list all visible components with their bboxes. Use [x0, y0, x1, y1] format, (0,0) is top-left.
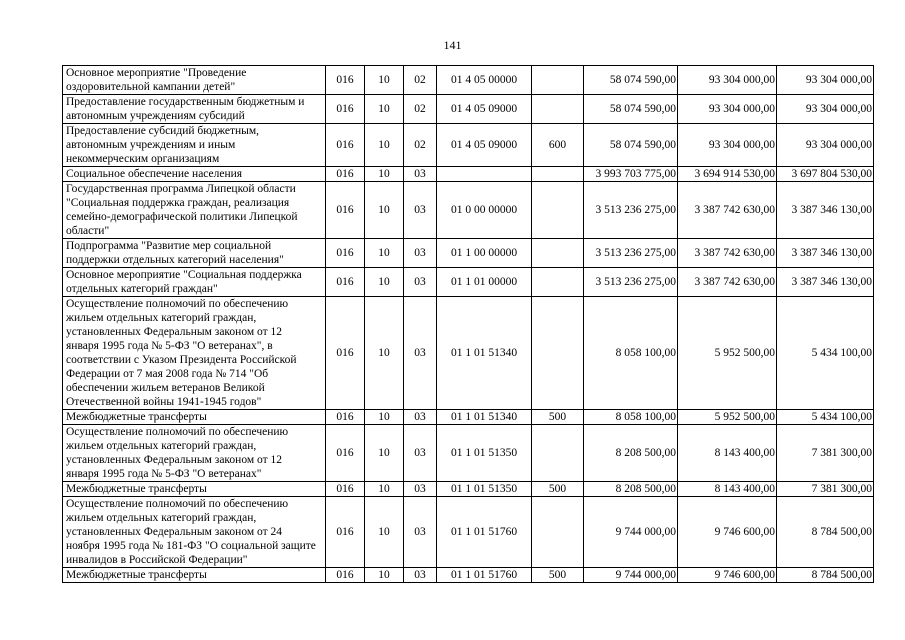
ministry-code-cell: 016 — [326, 95, 365, 124]
row-name-cell: Государственная программа Липецкой области "Социальная поддержка граждан, реализация семейно-демографической политики Липецкой области" — [63, 182, 326, 239]
ministry-code-cell: 016 — [326, 124, 365, 167]
amount-2-cell: 93 304 000,00 — [678, 124, 777, 167]
ministry-code-cell: 016 — [326, 568, 365, 583]
section-code-cell: 10 — [365, 66, 404, 95]
expense-type-cell: 500 — [532, 482, 584, 497]
row-name-cell: Подпрограмма "Развитие мер социальной поддержки отдельных категорий населения" — [63, 239, 326, 268]
amount-3-cell: 5 434 100,00 — [777, 297, 874, 410]
subsection-code-cell: 02 — [404, 66, 437, 95]
amount-2-cell: 93 304 000,00 — [678, 66, 777, 95]
ministry-code-cell: 016 — [326, 410, 365, 425]
row-name-cell: Основное мероприятие "Социальная поддержка отдельных категорий граждан" — [63, 268, 326, 297]
expense-type-cell: 600 — [532, 124, 584, 167]
table-row — [63, 167, 874, 182]
amount-2-cell: 3 694 914 530,00 — [678, 167, 777, 182]
target-article-cell: 01 1 01 51350 — [437, 425, 532, 482]
section-code-cell: 10 — [365, 568, 404, 583]
row-name-cell: Межбюджетные трансферты — [63, 568, 326, 583]
section-code-cell: 10 — [365, 410, 404, 425]
subsection-code-cell: 03 — [404, 425, 437, 482]
amount-1-cell: 8 058 100,00 — [584, 297, 678, 410]
table-row — [63, 239, 874, 268]
subsection-code-cell: 03 — [404, 568, 437, 583]
section-code-cell: 10 — [365, 497, 404, 568]
row-name-cell: Осуществление полномочий по обеспечению жильем отдельных категорий граждан, установленных Федеральным законом от 12 января 1995 года № 5-ФЗ "О ветеранах" — [63, 425, 326, 482]
subsection-code-cell: 02 — [404, 95, 437, 124]
amount-1-cell: 9 744 000,00 — [584, 497, 678, 568]
amount-2-cell: 9 746 600,00 — [678, 497, 777, 568]
amount-3-cell: 8 784 500,00 — [777, 497, 874, 568]
row-name-cell: Осуществление полномочий по обеспечению жильем отдельных категорий граждан, установленных Федеральным законом от 12 января 1995 года № 5-ФЗ "О ветеранах", в соответствии с Указом Президента Российской Федерации от 7 мая 2008 года № 714 "Об обеспечении жильем ветеранов Великой Отечественной войны 1941-1945 годов" — [63, 297, 326, 410]
expense-type-cell — [532, 297, 584, 410]
amount-1-cell: 58 074 590,00 — [584, 66, 678, 95]
target-article-cell: 01 1 01 51340 — [437, 297, 532, 410]
subsection-code-cell: 03 — [404, 268, 437, 297]
expense-type-cell: 500 — [532, 410, 584, 425]
target-article-cell: 01 4 05 00000 — [437, 66, 532, 95]
ministry-code-cell: 016 — [326, 482, 365, 497]
ministry-code-cell: 016 — [326, 497, 365, 568]
expense-type-cell — [532, 95, 584, 124]
amount-2-cell: 3 387 742 630,00 — [678, 268, 777, 297]
amount-1-cell: 3 513 236 275,00 — [584, 268, 678, 297]
section-code-cell: 10 — [365, 239, 404, 268]
subsection-code-cell: 03 — [404, 167, 437, 182]
table-row — [63, 124, 874, 167]
target-article-cell: 01 1 00 00000 — [437, 239, 532, 268]
section-code-cell: 10 — [365, 482, 404, 497]
subsection-code-cell: 03 — [404, 497, 437, 568]
expense-type-cell: 500 — [532, 568, 584, 583]
amount-3-cell: 7 381 300,00 — [777, 482, 874, 497]
amount-1-cell: 3 513 236 275,00 — [584, 239, 678, 268]
amount-2-cell: 5 952 500,00 — [678, 297, 777, 410]
amount-1-cell: 58 074 590,00 — [584, 95, 678, 124]
ministry-code-cell: 016 — [326, 239, 365, 268]
target-article-cell: 01 1 01 51760 — [437, 568, 532, 583]
ministry-code-cell: 016 — [326, 268, 365, 297]
subsection-code-cell: 03 — [404, 482, 437, 497]
expense-type-cell — [532, 425, 584, 482]
amount-1-cell: 3 993 703 775,00 — [584, 167, 678, 182]
target-article-cell: 01 1 01 51340 — [437, 410, 532, 425]
target-article-cell: 01 1 01 51350 — [437, 482, 532, 497]
amount-3-cell: 3 387 346 130,00 — [777, 239, 874, 268]
target-article-cell: 01 1 01 51760 — [437, 497, 532, 568]
table-row — [63, 497, 874, 568]
section-code-cell: 10 — [365, 425, 404, 482]
subsection-code-cell: 03 — [404, 182, 437, 239]
subsection-code-cell: 03 — [404, 239, 437, 268]
row-name-cell: Межбюджетные трансферты — [63, 482, 326, 497]
row-name-cell: Межбюджетные трансферты — [63, 410, 326, 425]
subsection-code-cell: 02 — [404, 124, 437, 167]
amount-2-cell: 8 143 400,00 — [678, 425, 777, 482]
budget-table-body — [63, 66, 874, 583]
section-code-cell: 10 — [365, 268, 404, 297]
amount-1-cell: 9 744 000,00 — [584, 568, 678, 583]
ministry-code-cell: 016 — [326, 297, 365, 410]
amount-1-cell: 8 208 500,00 — [584, 425, 678, 482]
amount-3-cell: 8 784 500,00 — [777, 568, 874, 583]
amount-1-cell: 58 074 590,00 — [584, 124, 678, 167]
target-article-cell: 01 0 00 00000 — [437, 182, 532, 239]
table-row — [63, 182, 874, 239]
expense-type-cell — [532, 66, 584, 95]
expense-type-cell — [532, 497, 584, 568]
subsection-code-cell: 03 — [404, 297, 437, 410]
budget-table — [62, 65, 874, 583]
table-row — [63, 297, 874, 410]
section-code-cell: 10 — [365, 182, 404, 239]
row-name-cell: Предоставление субсидий бюджетным, автономным учреждениям и иным некоммерческим организациям — [63, 124, 326, 167]
amount-3-cell: 7 381 300,00 — [777, 425, 874, 482]
target-article-cell: 01 4 05 09000 — [437, 95, 532, 124]
amount-3-cell: 5 434 100,00 — [777, 410, 874, 425]
amount-1-cell: 3 513 236 275,00 — [584, 182, 678, 239]
table-row — [63, 410, 874, 425]
amount-2-cell: 8 143 400,00 — [678, 482, 777, 497]
row-name-cell: Основное мероприятие "Проведение оздоровительной кампании детей" — [63, 66, 326, 95]
ministry-code-cell: 016 — [326, 425, 365, 482]
amount-3-cell: 93 304 000,00 — [777, 95, 874, 124]
amount-2-cell: 3 387 742 630,00 — [678, 182, 777, 239]
expense-type-cell — [532, 239, 584, 268]
target-article-cell — [437, 167, 532, 182]
amount-1-cell: 8 208 500,00 — [584, 482, 678, 497]
target-article-cell: 01 4 05 09000 — [437, 124, 532, 167]
table-row — [63, 66, 874, 95]
expense-type-cell — [532, 182, 584, 239]
section-code-cell: 10 — [365, 95, 404, 124]
table-row — [63, 95, 874, 124]
table-row — [63, 268, 874, 297]
amount-3-cell: 93 304 000,00 — [777, 66, 874, 95]
amount-2-cell: 93 304 000,00 — [678, 95, 777, 124]
amount-3-cell: 3 697 804 530,00 — [777, 167, 874, 182]
section-code-cell: 10 — [365, 124, 404, 167]
expense-type-cell — [532, 268, 584, 297]
expense-type-cell — [532, 167, 584, 182]
page-number: 141 — [443, 38, 462, 52]
ministry-code-cell: 016 — [326, 167, 365, 182]
amount-2-cell: 3 387 742 630,00 — [678, 239, 777, 268]
section-code-cell: 10 — [365, 167, 404, 182]
row-name-cell: Социальное обеспечение населения — [63, 167, 326, 182]
row-name-cell: Осуществление полномочий по обеспечению жильем отдельных категорий граждан, установленных Федеральным законом от 24 ноября 1995 года № 181-ФЗ "О социальной защите инвалидов в Российской Федерации" — [63, 497, 326, 568]
row-name-cell: Предоставление государственным бюджетным и автономным учреждениям субсидий — [63, 95, 326, 124]
ministry-code-cell: 016 — [326, 182, 365, 239]
ministry-code-cell: 016 — [326, 66, 365, 95]
amount-3-cell: 93 304 000,00 — [777, 124, 874, 167]
section-code-cell: 10 — [365, 297, 404, 410]
table-row — [63, 568, 874, 583]
amount-2-cell: 5 952 500,00 — [678, 410, 777, 425]
table-row — [63, 425, 874, 482]
target-article-cell: 01 1 01 00000 — [437, 268, 532, 297]
subsection-code-cell: 03 — [404, 410, 437, 425]
amount-3-cell: 3 387 346 130,00 — [777, 182, 874, 239]
amount-2-cell: 9 746 600,00 — [678, 568, 777, 583]
amount-3-cell: 3 387 346 130,00 — [777, 268, 874, 297]
table-row — [63, 482, 874, 497]
amount-1-cell: 8 058 100,00 — [584, 410, 678, 425]
